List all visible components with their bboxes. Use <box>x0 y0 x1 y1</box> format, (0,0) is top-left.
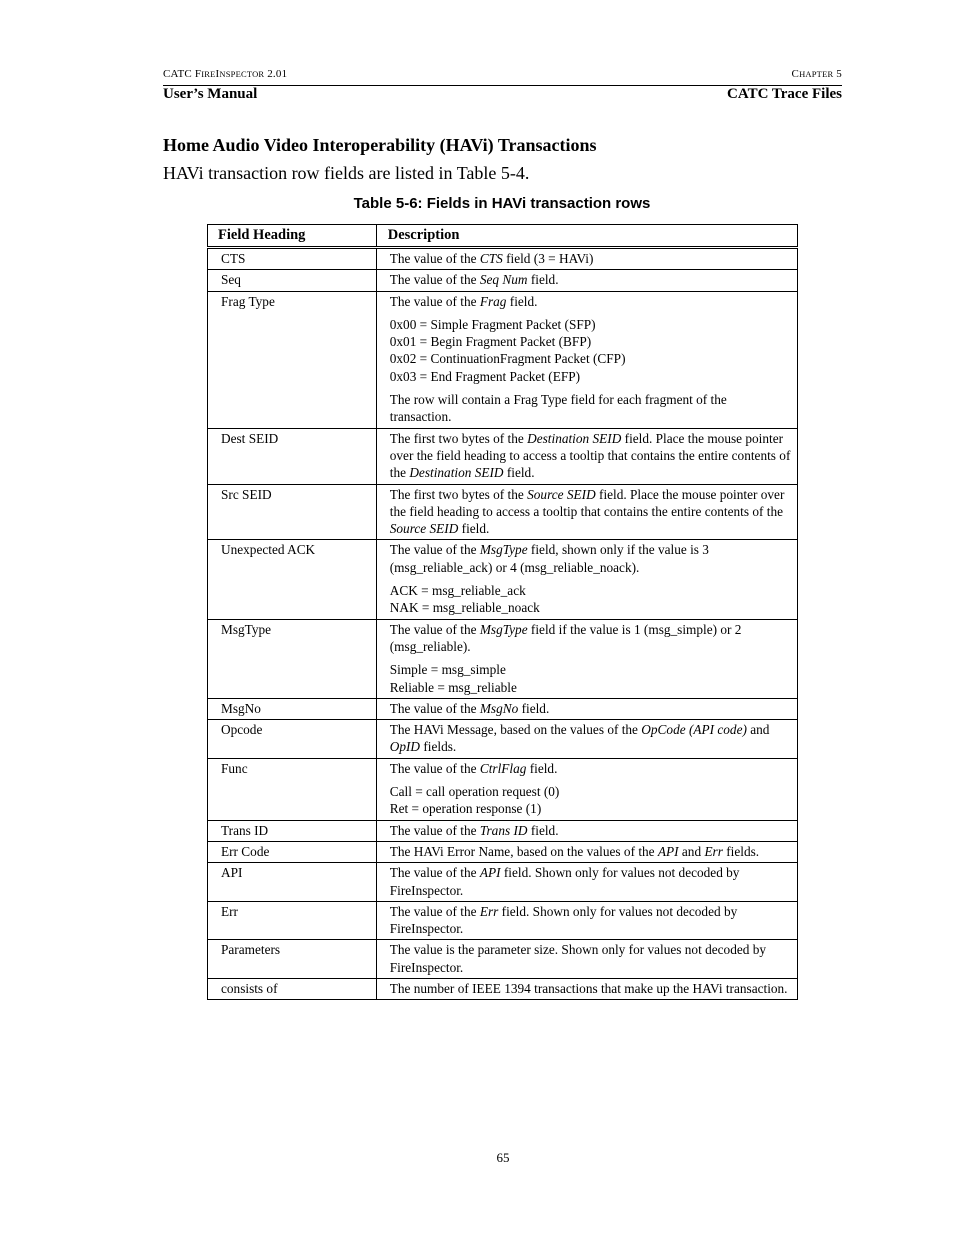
havi-fields-table <box>207 224 798 1000</box>
field-heading-cell: Func <box>208 758 377 820</box>
table-row <box>208 758 798 820</box>
table-body <box>208 248 798 1000</box>
column-header-description: Description <box>376 225 797 248</box>
field-heading-cell: Opcode <box>208 720 377 759</box>
field-heading-cell: consists of <box>208 978 377 999</box>
description-cell: The value of the MsgNo field. <box>376 698 797 719</box>
description-cell: The first two bytes of the Source SEID field. Place the mouse pointer over the field heading to access a tooltip that contains the entire contents of the Source SEID field. <box>376 484 797 540</box>
table-header-row <box>208 225 798 248</box>
field-heading-cell: CTS <box>208 248 377 270</box>
table-row <box>208 698 798 719</box>
description-cell: The value of the MsgType field, shown only if the value is 3 (msg_reliable_ack) or 4 (msg_reliable_noack). ACK = msg_reliable_ack NAK = msg_reliable_noack <box>376 540 797 619</box>
table-row <box>208 940 798 979</box>
section-title: Home Audio Video Interoperability (HAVi) Transactions <box>163 135 597 155</box>
field-heading-cell: Dest SEID <box>208 428 377 484</box>
chapter-title: CATC Trace Files <box>727 86 842 102</box>
table-row <box>208 841 798 862</box>
table-row <box>208 863 798 902</box>
field-heading-cell: Unexpected ACK <box>208 540 377 619</box>
field-heading-cell: MsgType <box>208 619 377 698</box>
field-heading-cell: Err Code <box>208 841 377 862</box>
description-cell: The value of the Trans ID field. <box>376 820 797 841</box>
field-heading-cell: Err <box>208 901 377 940</box>
table-row <box>208 484 798 540</box>
table-row <box>208 291 798 428</box>
table-caption: Table 5-6: Fields in HAVi transaction rows <box>353 195 651 212</box>
description-cell: The value of the MsgType field if the value is 1 (msg_simple) or 2 (msg_reliable). Simple = msg_simple Reliable = msg_reliable <box>376 619 797 698</box>
table-row <box>208 901 798 940</box>
column-header-field: Field Heading <box>208 225 377 248</box>
description-cell: The number of IEEE 1394 transactions that make up the HAVi transaction. <box>376 978 797 999</box>
field-heading-cell: MsgNo <box>208 698 377 719</box>
description-cell: The HAVi Message, based on the values of the OpCode (API code) and OpID fields. <box>376 720 797 759</box>
table-row <box>208 978 798 999</box>
page-number: 65 <box>496 1150 510 1165</box>
table-row <box>208 428 798 484</box>
product-name: CATC FIREINSPECTOR 2.01 <box>163 68 288 80</box>
manual-title: User’s Manual <box>163 86 258 102</box>
description-cell: The value of the Seq Num field. <box>376 270 797 291</box>
description-cell: The value of the Frag field. 0x00 = Simple Fragment Packet (SFP) 0x01 = Begin Fragment Packet (BFP) 0x02 = ContinuationFragment Packet (CFP) 0x03 = End Fragment Packet (EFP) The row will contain a Frag Type field for each fragment of the transaction. <box>376 291 797 428</box>
chapter-label: CHAPTER 5 <box>791 68 842 80</box>
intro-paragraph: HAVi transaction row fields are listed in Table 5-4. <box>163 163 530 183</box>
table-row <box>208 619 798 698</box>
description-cell: The value of the CtrlFlag field. Call = call operation request (0) Ret = operation response (1) <box>376 758 797 820</box>
description-cell: The first two bytes of the Destination SEID field. Place the mouse pointer over the field heading to access a tooltip that contains the entire contents of the Destination SEID field. <box>376 428 797 484</box>
table-row <box>208 540 798 619</box>
description-cell: The value of the Err field. Shown only for values not decoded by FireInspector. <box>376 901 797 940</box>
table-row <box>208 248 798 270</box>
field-heading-cell: Trans ID <box>208 820 377 841</box>
table-row <box>208 820 798 841</box>
table-row <box>208 270 798 291</box>
description-cell: The value of the CTS field (3 = HAVi) <box>376 248 797 270</box>
description-cell: The value is the parameter size. Shown only for values not decoded by FireInspector. <box>376 940 797 979</box>
table-row <box>208 720 798 759</box>
description-cell: The value of the API field. Shown only for values not decoded by FireInspector. <box>376 863 797 902</box>
field-heading-cell: API <box>208 863 377 902</box>
description-cell: The HAVi Error Name, based on the values of the API and Err fields. <box>376 841 797 862</box>
field-heading-cell: Src SEID <box>208 484 377 540</box>
field-heading-cell: Seq <box>208 270 377 291</box>
field-heading-cell: Parameters <box>208 940 377 979</box>
field-heading-cell: Frag Type <box>208 291 377 428</box>
